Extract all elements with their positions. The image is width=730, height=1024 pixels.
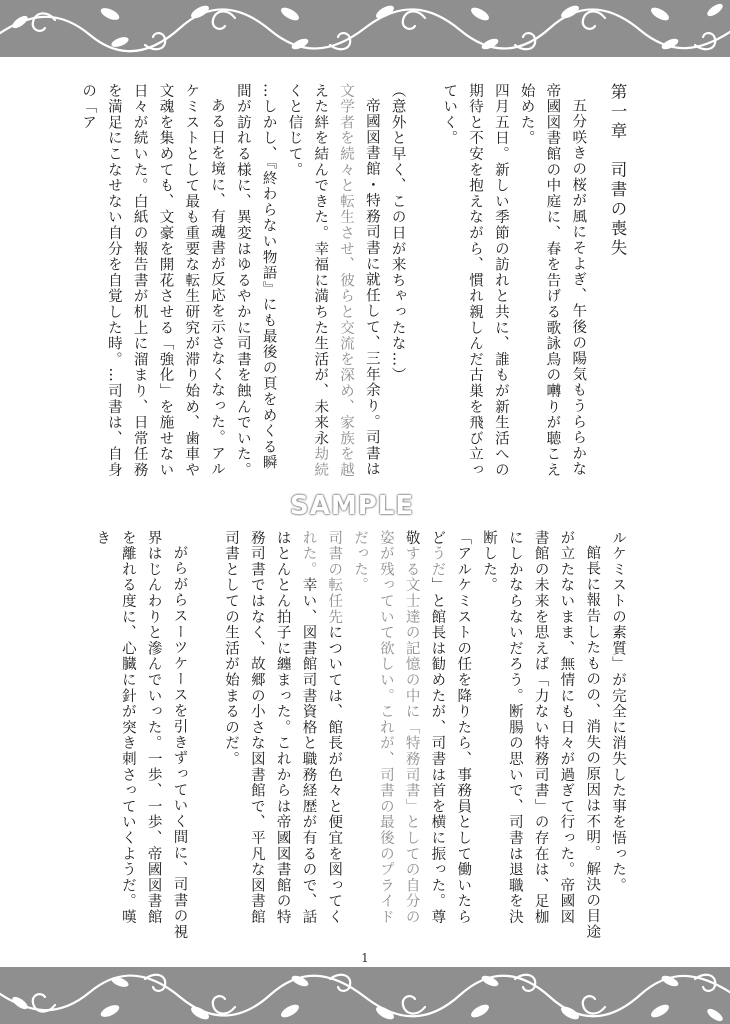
paragraph: 帝國図書館・特務司書に就任して、三年余り。司書は文学者を続々と転生させ、彼らと交流を深め、家族を越えた絆を結んできた。幸福に満ちた生活が、未来永劫続くと信じて。 (286, 83, 380, 479)
vine-ornament-icon (0, 0, 730, 57)
paragraph: （意外と早く、この日が来ちゃったな…） (389, 83, 406, 384)
paragraph: 館長に報告したものの、消失の原因は不明。解決の目途が立たないまま、無情にも日々が過ぎて行った。帝國図書館の未来を思えば「力ない特務司書」の存在は、足枷にしかならないだろう。断腸の思いで、司書は退職を決断した。 (481, 530, 601, 940)
faded-text: 劫続 (312, 446, 329, 479)
blank-line (410, 83, 436, 483)
faded-text: する文士達の記憶の中に「特務司書」としての自分の姿が (377, 530, 420, 926)
bottom-ornament-band (0, 967, 730, 1024)
sample-watermark: SAMPLE (290, 491, 415, 521)
paragraph: ルケミストの素質」が完全に消失した事を悟った。 (610, 530, 626, 894)
chapter-title: 第一章 司書の喪失 (608, 83, 627, 259)
paragraph: がらがらスーツケースを引きずっていく間に、司書の視界はじんわりと滲んでいった。一歩、一歩、帝國図書館を離れる度に、心臓に針が突き刺さっていくようだ。嘆き (94, 530, 188, 940)
faded-text: 越 (338, 462, 355, 479)
vine-ornament-icon (0, 967, 730, 1024)
paragraph: 五分咲きの桜が風にそよぎ、午後の陽気もうららかな帝國図書館の中庭に、春を告げる歌詠鳥の囀りが聴こえ始めた。 (518, 83, 587, 478)
blank-line (191, 530, 217, 940)
paragraph: ある日を境に、有魂書が反応を示さなくなった。アルケミストとして最も重要な転生研究が滞り始め、歯車や文魂を集めても、文豪を開花させる「強化」を施せない日々が続いた。白紙の報告書が机上に溜まり、日常任務を満足にこなせない自分を自覚した時。…司書は、自身の「ア (80, 83, 226, 478)
page-number: 1 (361, 951, 369, 965)
upper-text-block (80, 83, 630, 483)
faded-text: れた。 (300, 530, 317, 578)
faded-text: 残っていて欲しい。これが、司書の最後のプライドだっ (352, 530, 394, 926)
faded-text: 文学者を続々と転生させ、彼らと交流を深め、家族を (338, 83, 355, 463)
paragraph: 司書の転任先については、館長が色々と便宜を図ってくれた。幸い、図書館司書資格と職務経歴が有るので、話はとんとん拍子に纏まった。これからは帝國図書館の特務司書ではなく、故郷の小さな図書館で、平凡な図書館司書としての生活が始まるのだ。 (223, 530, 343, 926)
faded-text: 司書の転任先 (326, 530, 343, 625)
paragraph: 「アルケミストの任を降りたら、事務員として働いたらどうだ」と館長は勧めたが、司書は首を横に振った。尊敬する文士達の記憶の中に「特務司書」としての自分の姿が残っていて欲しい。これが、司書の最後のプライドだった。 (352, 530, 472, 926)
paragraph: …しかし、『終わらない物語』にも最後の頁をめくる瞬間が訪れる様に、異変はゆるやかに司書を蝕んでいた。 (234, 83, 277, 478)
faded-text: うだ (429, 545, 446, 578)
top-ornament-band (0, 0, 730, 57)
faded-text: た。 (352, 561, 369, 594)
lower-text-block (94, 530, 630, 940)
paragraph: 四月五日。新しい季節の訪れと共に、誰もが新生活への期待と不安を抱えながら、慣れ親しんだ古巣を飛び立っていく。 (441, 83, 509, 478)
